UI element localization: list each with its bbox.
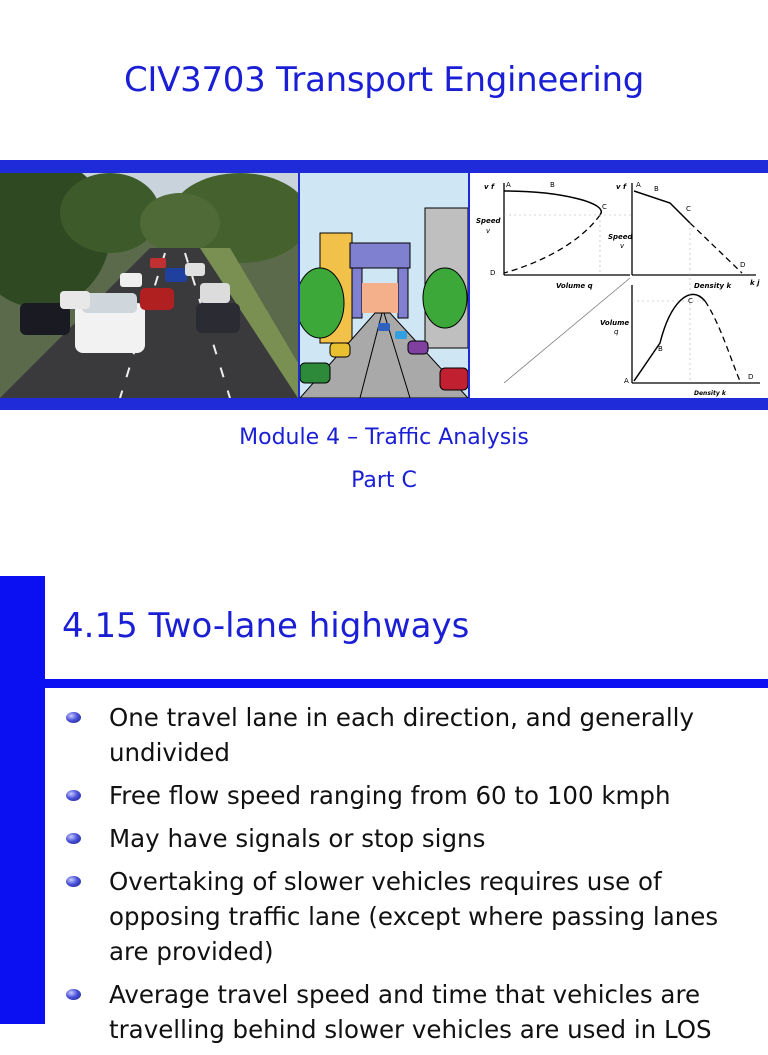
part-subtitle: Part C <box>351 468 417 493</box>
bullet-item: Average travel speed and time that vehicles are travelling behind slower vehicles are used in LOS <box>64 977 754 1047</box>
point-c-label-1: C <box>602 203 607 211</box>
point-b-label-3: B <box>658 345 663 353</box>
speed-flow-density-diagram <box>470 173 768 398</box>
heading-underline <box>0 679 768 688</box>
slide-heading: 4.15 Two-lane highways <box>62 606 470 646</box>
speed-var-label-1: v <box>486 227 491 235</box>
bullet-icon <box>66 712 81 723</box>
vf-label-1: v f <box>484 183 495 191</box>
point-d-label-3: D <box>748 373 754 381</box>
left-accent-bar <box>0 576 45 1024</box>
slide-title: CIV3703 Transport Engineering <box>123 60 644 100</box>
point-d-label-1: D <box>490 269 496 277</box>
cartoon-street-illustration <box>300 173 468 398</box>
bullet-list <box>64 700 754 1055</box>
bullet-icon <box>66 989 81 1000</box>
bullet-item: May have signals or stop signs <box>64 821 754 856</box>
speed-var-label-2: v <box>620 242 625 250</box>
bullet-item: Overtaking of slower vehicles requires use of opposing traffic lane (except where passing lanes are provided) <box>64 864 754 969</box>
volume-axis-label: Volume q <box>556 282 593 290</box>
volume-var-label: q <box>614 328 619 336</box>
vf-label-2: v f <box>616 183 627 191</box>
kj-label: k j <box>750 279 760 287</box>
content-slide <box>0 576 768 1044</box>
bullet-icon <box>66 833 81 844</box>
point-b-label-2: B <box>654 185 659 193</box>
speed-axis-label-1: Speed <box>476 217 501 225</box>
speed-axis-label-2: Speed <box>608 233 633 241</box>
point-a-label-2: A <box>636 181 641 189</box>
bullet-item: One travel lane in each direction, and generally undivided <box>64 700 754 770</box>
density-axis-label-lower: Density k <box>694 390 726 397</box>
point-a-label-1: A <box>506 181 511 189</box>
density-axis-label: Density k <box>694 282 732 290</box>
point-d-label-2: D <box>740 261 746 269</box>
volume-axis-label-lower: Volume <box>600 319 630 327</box>
bullet-icon <box>66 876 81 887</box>
point-c-label-3: C <box>688 297 693 305</box>
bullet-icon <box>66 790 81 801</box>
bullet-item: Free flow speed ranging from 60 to 100 kmph <box>64 778 754 813</box>
point-b-label-1: B <box>550 181 555 189</box>
module-subtitle: Module 4 – Traffic Analysis <box>239 425 529 450</box>
highway-photo <box>0 173 298 398</box>
point-a-label-3: A <box>624 377 629 385</box>
point-c-label-2: C <box>686 205 691 213</box>
